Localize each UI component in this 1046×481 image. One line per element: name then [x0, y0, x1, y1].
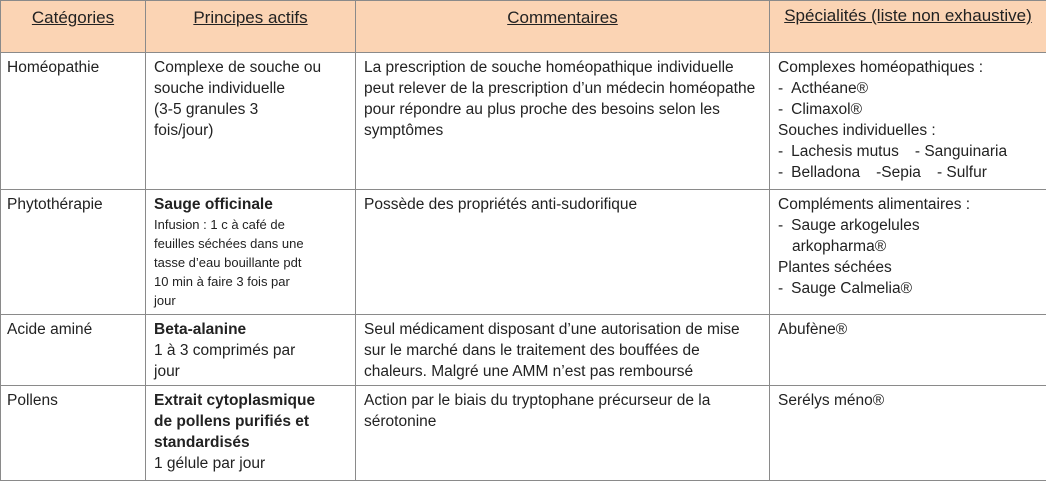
- cell-principe: [146, 53, 356, 190]
- categorie-text: Phytothérapie: [7, 196, 103, 213]
- principe-line: 1 à 3 comprimés par: [154, 342, 296, 359]
- specialites-list: [770, 53, 1046, 183]
- specialites-list: [770, 190, 1046, 299]
- table-row: [1, 53, 1046, 190]
- commentaire-text: Possède des propriétés anti-sudorifique: [364, 196, 638, 213]
- principe-line: souche individuelle: [154, 80, 285, 97]
- table-row: [1, 315, 1046, 386]
- specialite-item: - Sauge Calmelia®: [778, 280, 913, 297]
- specialite-item: - Climaxol®: [778, 101, 863, 118]
- principe-line: fois/jour): [154, 122, 214, 139]
- cell-principe: [146, 315, 356, 386]
- specialite-item: arkopharma®: [792, 238, 887, 255]
- header-row: [1, 1, 1046, 53]
- cell-principe: [146, 190, 356, 315]
- header-principes-label: Principes actifs: [193, 8, 308, 27]
- principe-line: jour: [154, 363, 180, 380]
- specialite-item: - Sauge arkogelules: [778, 217, 920, 234]
- header-commentaires: [356, 1, 770, 53]
- principe-line: tasse d’eau bouillante pdt: [154, 255, 302, 270]
- specialite-item: - Lachesis mutus - Sanguinaria: [778, 143, 1008, 160]
- principe-line: Complexe de souche ou: [154, 59, 322, 76]
- principe-title: Beta-alanine: [154, 321, 247, 338]
- principe-text: [146, 315, 355, 382]
- commentaire-text: Seul médicament disposant d’une autorisation de mise sur le marché dans le traitement des bouffées de chaleurs. Malgré une AMM n’est pas remboursé: [364, 321, 740, 380]
- principe-text: [146, 386, 355, 474]
- cell-categorie: [1, 386, 146, 481]
- categorie-text: Pollens: [7, 392, 58, 409]
- commentaire-text: Action par le biais du tryptophane précurseur de la sérotonine: [364, 392, 711, 430]
- header-specialites: [770, 1, 1046, 53]
- header-categories: [1, 1, 146, 53]
- principe-title: Extrait cytoplasmique: [154, 392, 316, 409]
- principe-title: de pollens purifiés et: [154, 413, 310, 430]
- principe-line: jour: [154, 293, 176, 308]
- header-commentaires-label: Commentaires: [507, 8, 618, 27]
- principe-line: Infusion : 1 c à café de: [154, 217, 285, 232]
- cell-commentaire: [356, 315, 770, 386]
- cell-commentaire: [356, 53, 770, 190]
- categorie-text: Homéopathie: [7, 59, 100, 76]
- specialites-subtitle: Souches individuelles :: [778, 122, 936, 139]
- principe-title: standardisés: [154, 434, 250, 451]
- commentaire-text: La prescription de souche homéopathique individuelle peut relever de la prescription d’un médecin homéopathe pour répondre au plus proche des besoins selon les symptômes: [364, 59, 756, 139]
- specialites-subtitle: Compléments alimentaires :: [778, 196, 971, 213]
- cell-categorie: [1, 315, 146, 386]
- table-row: [1, 190, 1046, 315]
- header-categories-label: Catégories: [31, 8, 115, 27]
- cell-specialites: [770, 190, 1046, 315]
- cell-commentaire: [356, 190, 770, 315]
- cell-commentaire: [356, 386, 770, 481]
- specialites-subtitle: Complexes homéopathiques :: [778, 59, 984, 76]
- specialite-text: Serélys méno®: [778, 392, 885, 409]
- principe-text: [146, 190, 355, 310]
- principe-line: 1 gélule par jour: [154, 455, 266, 472]
- categorie-text: Acide aminé: [7, 321, 93, 338]
- specialites-subtitle: Plantes séchées: [778, 259, 892, 276]
- cell-specialites: [770, 386, 1046, 481]
- principe-title: Sauge officinale: [154, 196, 273, 213]
- cell-categorie: [1, 190, 146, 315]
- principe-line: (3-5 granules 3: [154, 101, 259, 118]
- specialite-item: - Acthéane®: [778, 80, 869, 97]
- table-row: [1, 386, 1046, 481]
- header-principes: [146, 1, 356, 53]
- cell-specialites: [770, 315, 1046, 386]
- principe-line: feuilles séchées dans une: [154, 236, 304, 251]
- cell-categorie: [1, 53, 146, 190]
- specialite-item: - Belladona -Sepia - Sulfur: [778, 164, 987, 181]
- header-specialites-label: Spécialités (liste non exhaustive): [784, 6, 1032, 25]
- specialite-text: Abufène®: [778, 321, 848, 338]
- principe-line: 10 min à faire 3 fois par: [154, 274, 290, 289]
- principe-text: [146, 53, 355, 141]
- cell-specialites: [770, 53, 1046, 190]
- cell-principe: [146, 386, 356, 481]
